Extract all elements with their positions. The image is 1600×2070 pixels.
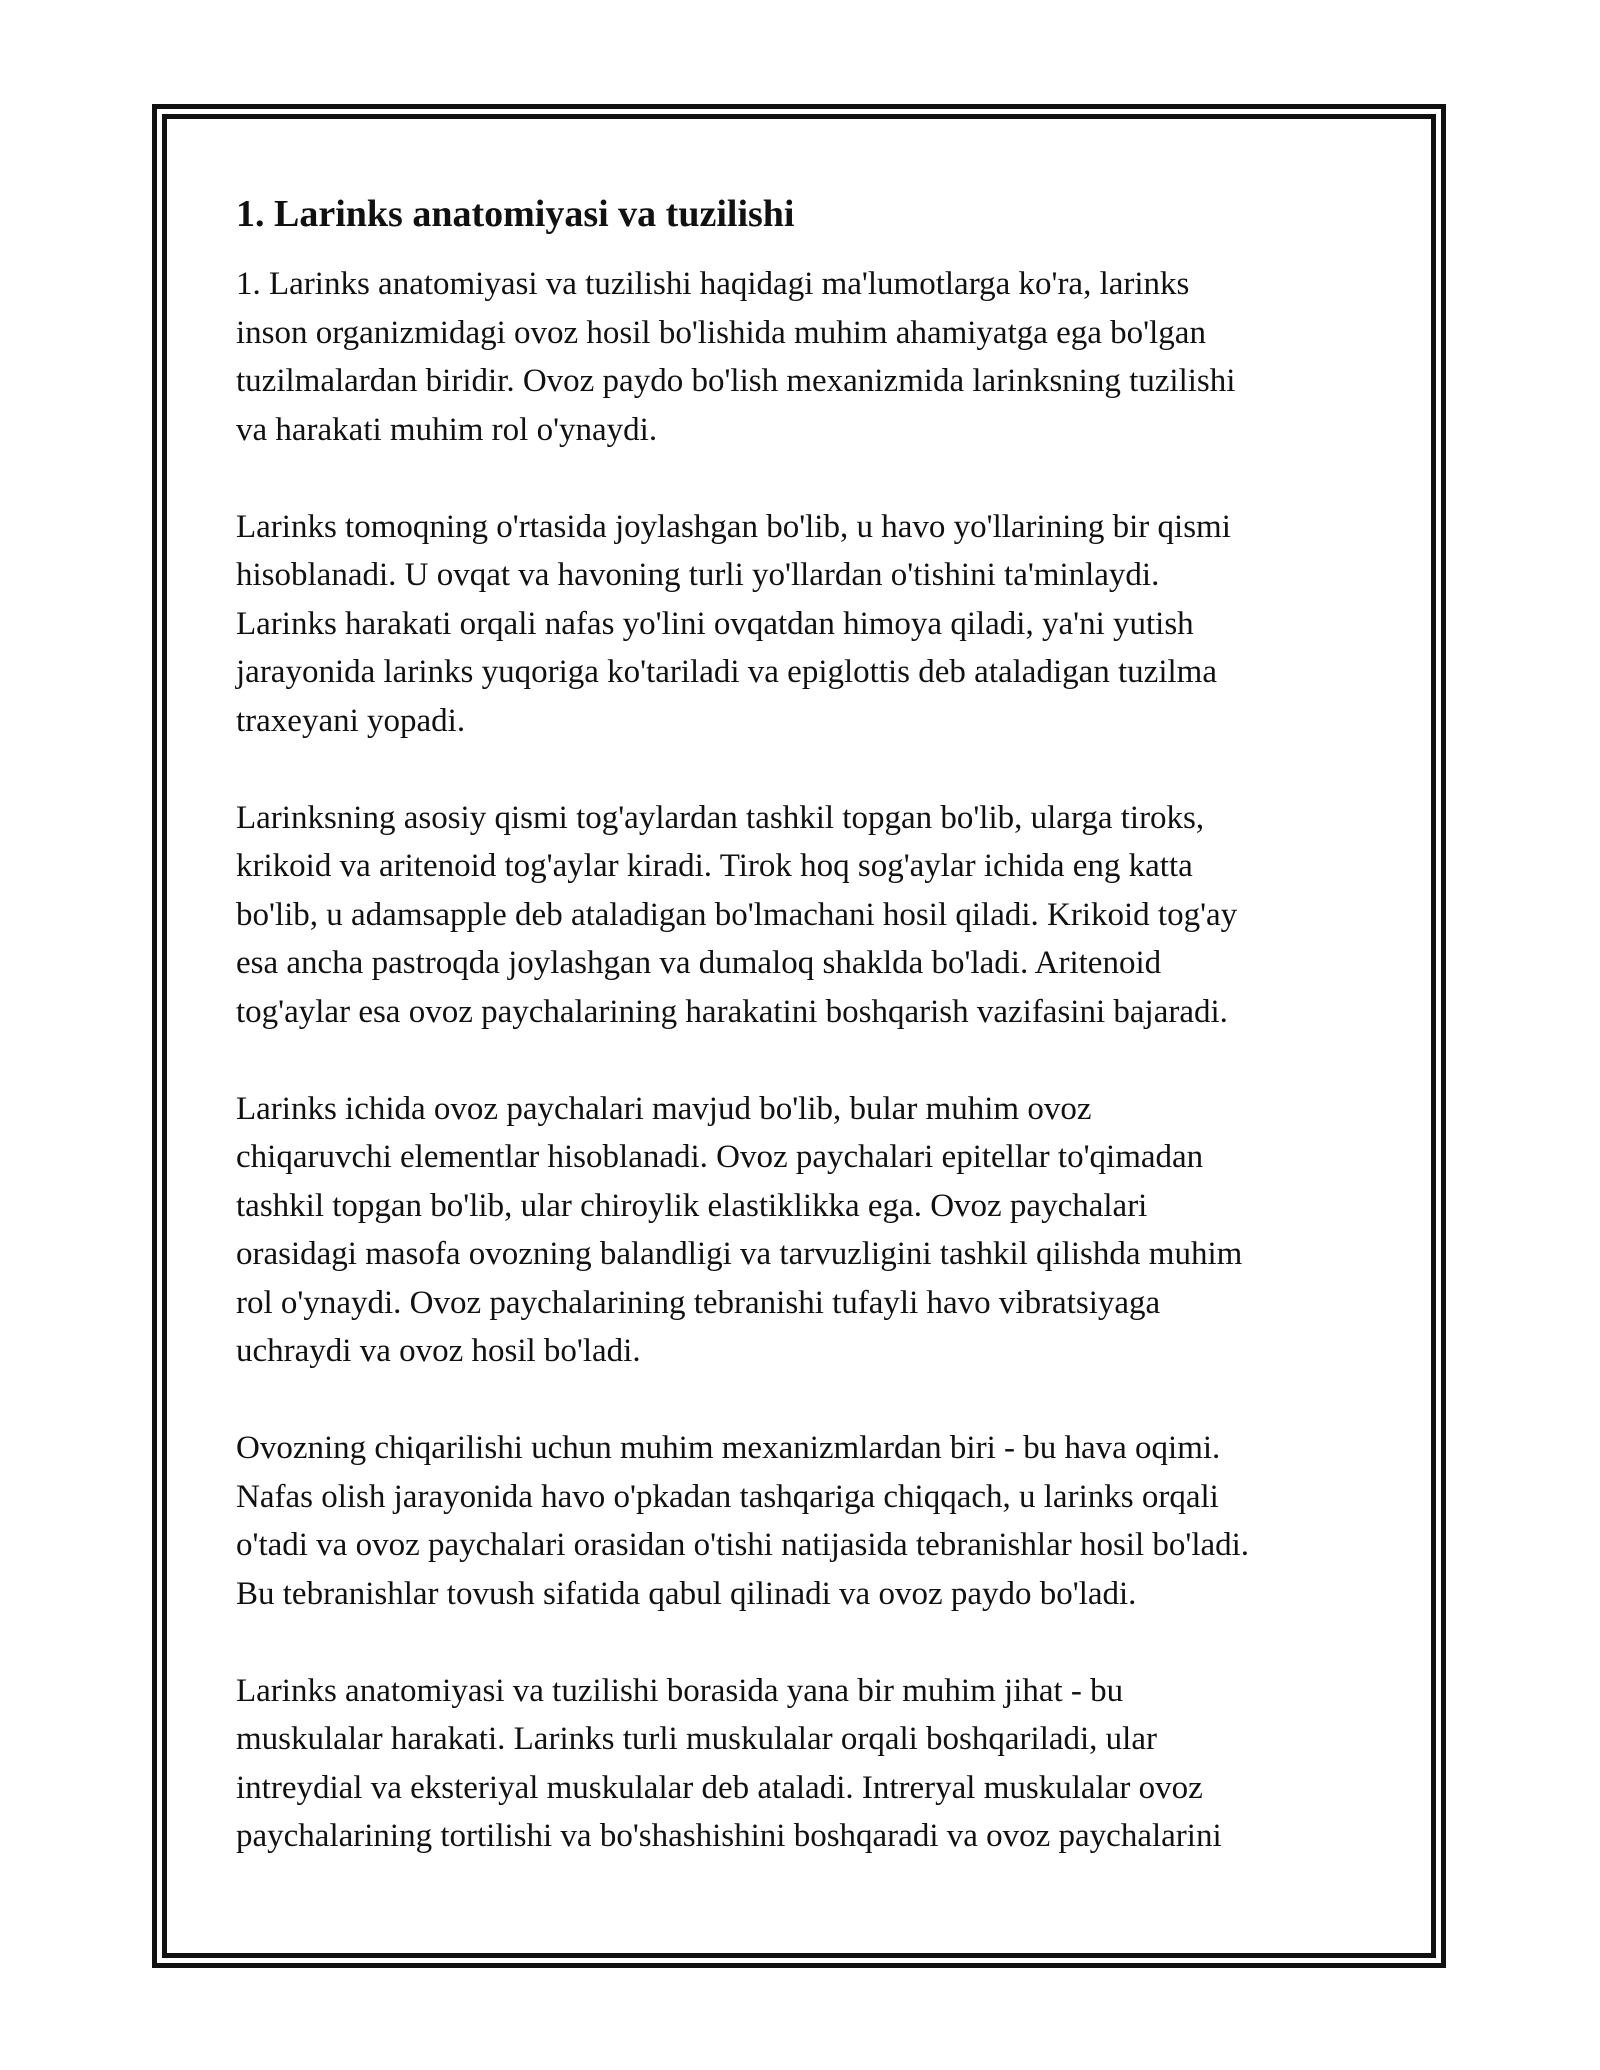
paragraph-line: o'tadi va ovoz paychalari orasidan o'tishi natijasida tebranishlar hosil bo'ladi. xyxy=(236,1527,1250,1563)
paragraph-line: Larinks anatomiyasi va tuzilishi borasida yana bir muhim jihat - bu xyxy=(236,1672,1124,1709)
paragraph xyxy=(236,1424,1376,1618)
paragraph-line: orasidagi masofa ovozning balandligi va tarvuzligini tashkil qilishda muhim xyxy=(236,1236,1243,1272)
document-body xyxy=(236,186,1376,1909)
paragraph xyxy=(236,794,1376,1037)
paragraph-line: muskulalar harakati. Larinks turli muskulalar orqali boshqariladi, ular xyxy=(236,1721,1157,1757)
paragraph-line: traxeyani yopadi. xyxy=(236,702,466,739)
paragraph-line: intreydial va eksteriyal muskulalar deb ataladi. Intreryal muskulalar ovoz xyxy=(236,1769,1203,1806)
paragraph xyxy=(236,503,1376,746)
paragraph-line: Ovozning chiqarilishi uchun muhim mexanizmlardan biri - bu hava oqimi. xyxy=(236,1430,1221,1466)
paragraph-line: Larinksning asosiy qismi tog'aylardan tashkil topgan bo'lib, ularga tiroks, xyxy=(236,799,1205,836)
paragraph xyxy=(236,260,1376,454)
paragraph-line: hisoblanadi. U ovqat va havoning turli yo'llardan o'tishini ta'minlaydi. xyxy=(236,557,1160,593)
paragraph-line: krikoid va aritenoid tog'aylar kiradi. Tirok hoq sog'aylar ichida eng katta xyxy=(236,848,1193,884)
paragraph-line: va harakati muhim rol o'ynaydi. xyxy=(236,411,658,448)
paragraph-line: Larinks tomoqning o'rtasida joylashgan bo'lib, u havo yo'llarining bir qismi xyxy=(236,508,1231,545)
paragraph-line: inson organizmidagi ovoz hosil bo'lishida muhim ahamiyatga ega bo'lgan xyxy=(236,314,1206,351)
paragraph-line: jarayonida larinks yuqoriga ko'tariladi va epiglottis deb ataladigan tuzilma xyxy=(236,654,1217,690)
paragraph-line: Bu tebranishlar tovush sifatida qabul qilinadi va ovoz paydo bo'ladi. xyxy=(236,1575,1137,1612)
paragraph-line: tog'aylar esa ovoz paychalarining harakatini boshqarish vazifasini bajaradi. xyxy=(236,993,1228,1030)
paragraph-line: chiqaruvchi elementlar hisoblanadi. Ovoz paychalari epitellar to'qimadan xyxy=(236,1139,1204,1175)
paragraph-line: tashkil topgan bo'lib, ular chiroylik elastiklikka ega. Ovoz paychalari xyxy=(236,1187,1148,1224)
paragraph-line: tuzilmalardan biridir. Ovoz paydo bo'lish mexanizmida larinksning tuzilishi xyxy=(236,363,1236,399)
paragraph xyxy=(236,1085,1376,1376)
paragraph-line: bo'lib, u adamsapple deb ataladigan bo'lmachani hosil qiladi. Krikoid tog'ay xyxy=(236,896,1238,933)
paragraph-line: paychalarining tortilishi va bo'shashishini boshqaradi va ovoz paychalarini xyxy=(236,1818,1222,1854)
paragraph-line: uchraydi va ovoz hosil bo'ladi. xyxy=(236,1333,641,1369)
paragraph xyxy=(236,1667,1376,1861)
paragraph-line: rol o'ynaydi. Ovoz paychalarining tebranishi tufayli havo vibratsiyaga xyxy=(236,1284,1161,1321)
paragraph-line: esa ancha pastroqda joylashgan va dumaloq shaklda bo'ladi. Aritenoid xyxy=(236,945,1162,981)
paragraph-line: Larinks harakati orqali nafas yo'lini ovqatdan himoya qiladi, ya'ni yutish xyxy=(236,605,1194,642)
paragraph-list xyxy=(236,260,1376,1861)
paragraph-line: Nafas olish jarayonida havo o'pkadan tashqariga chiqqach, u larinks orqali xyxy=(236,1478,1219,1515)
paragraph-line: 1. Larinks anatomiyasi va tuzilishi haqidagi ma'lumotlarga ko'ra, larinks xyxy=(236,266,1190,302)
paragraph-line: Larinks ichida ovoz paychalari mavjud bo'lib, bular muhim ovoz xyxy=(236,1090,1092,1127)
section-heading: 1. Larinks anatomiyasi va tuzilishi xyxy=(236,193,795,235)
